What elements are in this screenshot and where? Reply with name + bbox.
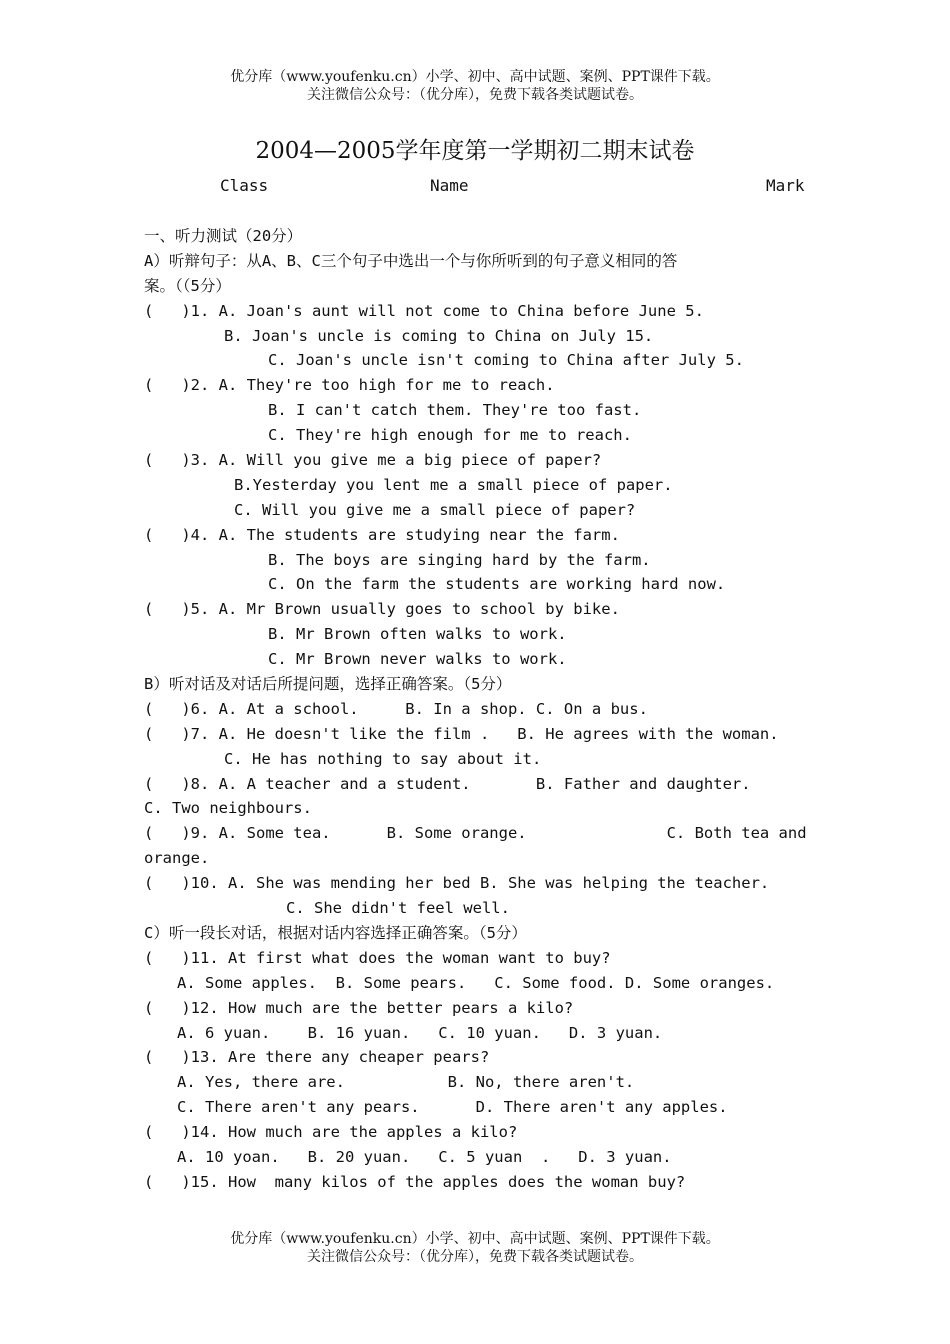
question-5: ( )5. A. Mr Brown usually goes to school by bike. <box>144 600 620 619</box>
mark-label: Mark <box>766 176 805 195</box>
question-15: ( )15. How many kilos of the apples does the woman buy? <box>144 1172 686 1191</box>
part-c-heading: C）听一段长对话，根据对话内容选择正确答案。（5分） <box>144 923 527 942</box>
question-7: ( )7. A. He doesn't like the film . B. He agrees with the woman. <box>144 724 779 743</box>
q8-option-c: C. Two neighbours. <box>144 799 312 818</box>
q4-option-b: B. The boys are singing hard by the farm. <box>268 550 651 569</box>
question-2: ( )2. A. They're too high for me to reach. <box>144 376 555 395</box>
question-3: ( )3. A. Will you give me a big piece of paper? <box>144 451 602 470</box>
name-label: Name <box>430 176 469 195</box>
q9-option-c-cont: orange. <box>144 849 210 868</box>
question-12: ( )12. How much are the better pears a kilo? <box>144 998 574 1017</box>
exam-title: 2004—2005学年度第一学期初二期末试卷 <box>255 138 695 164</box>
question-9: ( )9. A. Some tea. B. Some orange. C. Both tea and <box>144 824 807 843</box>
section-heading: 一、听力测试（20分） <box>144 227 303 245</box>
footer-line-1: 优分库（www.youfenku.cn）小学、初中、高中试题、案例、PPT课件下载。 <box>230 1231 720 1247</box>
q1-option-b: B. Joan's uncle is coming to China on July 15. <box>224 326 654 345</box>
q3-option-c: C. Will you give me a small piece of paper? <box>234 500 636 519</box>
question-4: ( )4. A. The students are studying near the farm. <box>144 525 620 544</box>
question-1: ( )1. A. Joan's aunt will not come to China before June 5. <box>144 301 704 320</box>
part-a-instructions: A）听辩句子：从A、B、C三个句子中选出一个与你所听到的句子意义相同的答 <box>144 251 678 270</box>
exam-content <box>144 224 824 1195</box>
q1-option-c: C. Joan's uncle isn't coming to China after July 5. <box>268 351 744 370</box>
q10-option-c: C. She didn't feel well. <box>286 899 510 918</box>
question-10: ( )10. A. She was mending her bed B. She was helping the teacher. <box>144 874 770 893</box>
q11-options: A. Some apples. B. Some pears. C. Some food. D. Some oranges. <box>177 973 775 992</box>
student-fields <box>0 176 950 200</box>
q3-option-b: B.Yesterday you lent me a small piece of paper. <box>234 475 673 494</box>
q13-options-cd: C. There aren't any pears. D. There aren't any apples. <box>177 1098 728 1117</box>
site-footer <box>0 1230 950 1266</box>
question-6: ( )6. A. At a school. B. In a shop. C. On a bus. <box>144 699 648 718</box>
q14-options: A. 10 yoan. B. 20 yuan. C. 5 yuan . D. 3 yuan. <box>177 1147 672 1166</box>
header-line-1: 优分库（www.youfenku.cn）小学、初中、高中试题、案例、PPT课件下载。 <box>230 69 720 85</box>
q4-option-c: C. On the farm the students are working hard now. <box>268 575 726 594</box>
q12-options: A. 6 yuan. B. 16 yuan. C. 10 yuan. D. 3 yuan. <box>177 1023 663 1042</box>
part-a-instructions-cont: 案。（（5分） <box>144 276 231 295</box>
q5-option-b: B. Mr Brown often walks to work. <box>268 625 567 644</box>
question-13: ( )13. Are there any cheaper pears? <box>144 1048 490 1067</box>
class-label: Class <box>220 176 269 195</box>
question-14: ( )14. How much are the apples a kilo? <box>144 1123 518 1142</box>
footer-line-2: 关注微信公众号：（优分库），免费下载各类试题试卷。 <box>307 1249 643 1265</box>
site-header <box>0 68 950 104</box>
part-b-heading: B）听对话及对话后所提问题，选择正确答案。（5分） <box>144 675 512 694</box>
question-11: ( )11. At first what does the woman want to buy? <box>144 948 611 967</box>
q7-option-c: C. He has nothing to say about it. <box>224 749 542 768</box>
question-8: ( )8. A. A teacher and a student. B. Father and daughter. <box>144 774 751 793</box>
q13-options-ab: A. Yes, there are. B. No, there aren't. <box>177 1073 635 1092</box>
q2-option-c: C. They're high enough for me to reach. <box>268 426 632 445</box>
q2-option-b: B. I can't catch them. They're too fast. <box>268 401 642 420</box>
q5-option-c: C. Mr Brown never walks to work. <box>268 650 567 669</box>
header-line-2: 关注微信公众号：（优分库），免费下载各类试题试卷。 <box>307 87 643 103</box>
